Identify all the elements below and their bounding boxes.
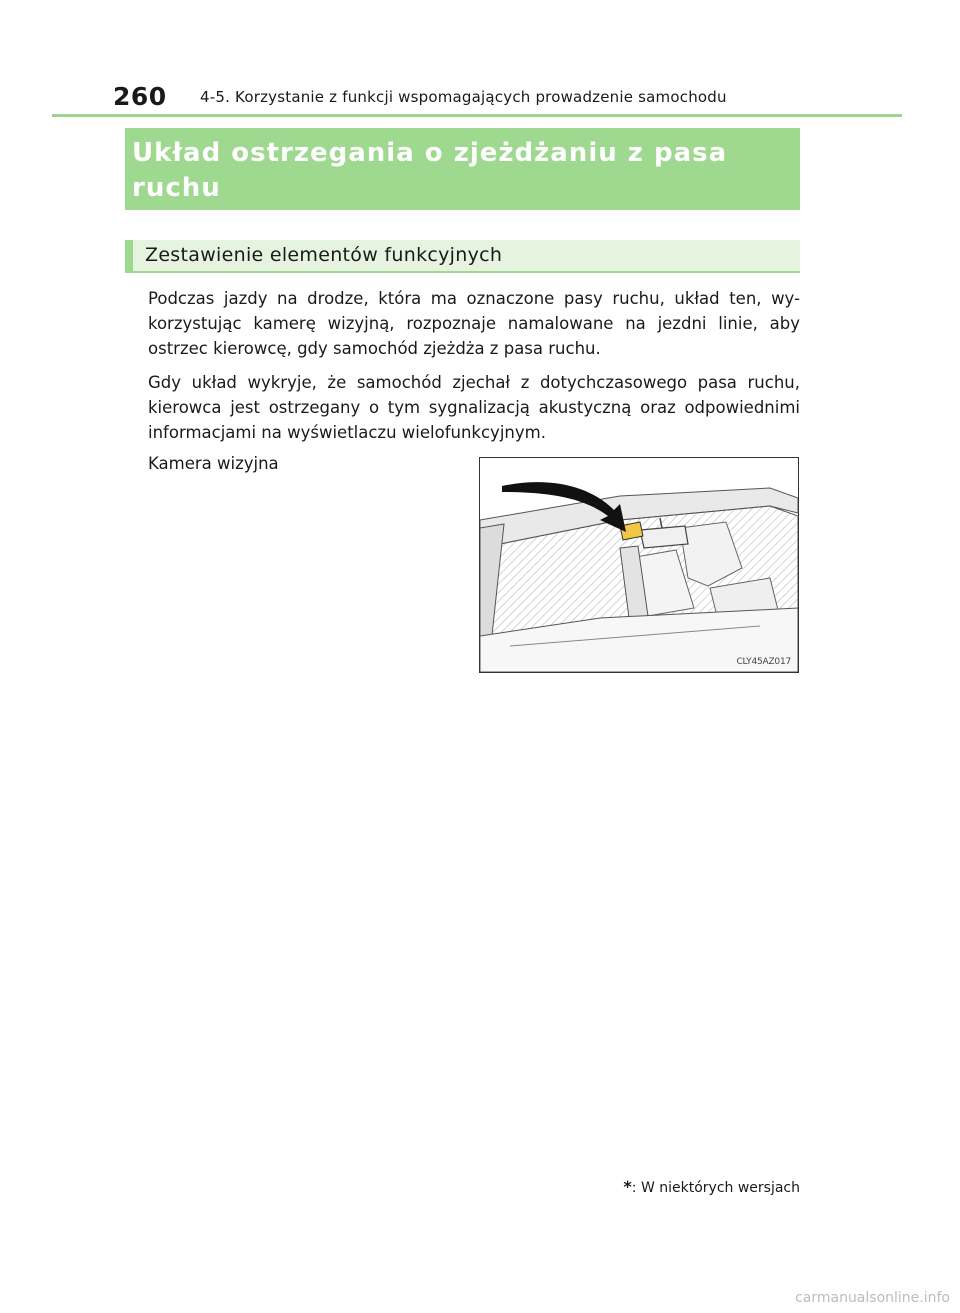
figure-code: CLY45AZ017 — [736, 657, 791, 667]
footnote-text: : W niektórych wersjach — [631, 1180, 800, 1196]
body-paragraph-1: Podczas jazdy na drodze, która ma oznaczone pasy ruchu, układ ten, wy- korzystując kamerę wizyjną, rozpoznaje namalowane na jezdni linie, aby ostrzec kierowcę, gdy samochód zjeżdża z pasa ruchu. — [148, 289, 800, 358]
watermark: carmanualsonline.info — [795, 1290, 950, 1306]
header-rule — [52, 114, 902, 117]
page-number: 260 — [113, 82, 167, 111]
running-head: 4-5. Korzystanie z funkcji wspomagających prowadzenie samochodu — [200, 88, 727, 106]
body-paragraph-2: Gdy układ wykryje, że samochód zjechał z dotychczasowego pasa ruchu, kierowca jest ostrzegany o tym sygnalizacją akustyczną oraz odpowiednimi informacjami na wyświetlaczu wielofunkcyjnym. — [148, 373, 800, 442]
figure-caption: Kamera wizyjna — [148, 454, 279, 473]
footnote — [623, 1177, 800, 1196]
title-line-2: (LDA) — [132, 208, 220, 238]
footnote-asterisk: * — [623, 1177, 632, 1196]
windshield-camera-drawing — [480, 458, 798, 672]
page-title — [132, 136, 792, 241]
title-line-1: Układ ostrzegania o zjeżdżaniu z pasa ruchu — [132, 138, 728, 203]
camera-illustration — [479, 457, 799, 673]
title-asterisk: * — [221, 210, 230, 228]
section-title: Zestawienie elementów funkcyjnych — [145, 244, 503, 266]
